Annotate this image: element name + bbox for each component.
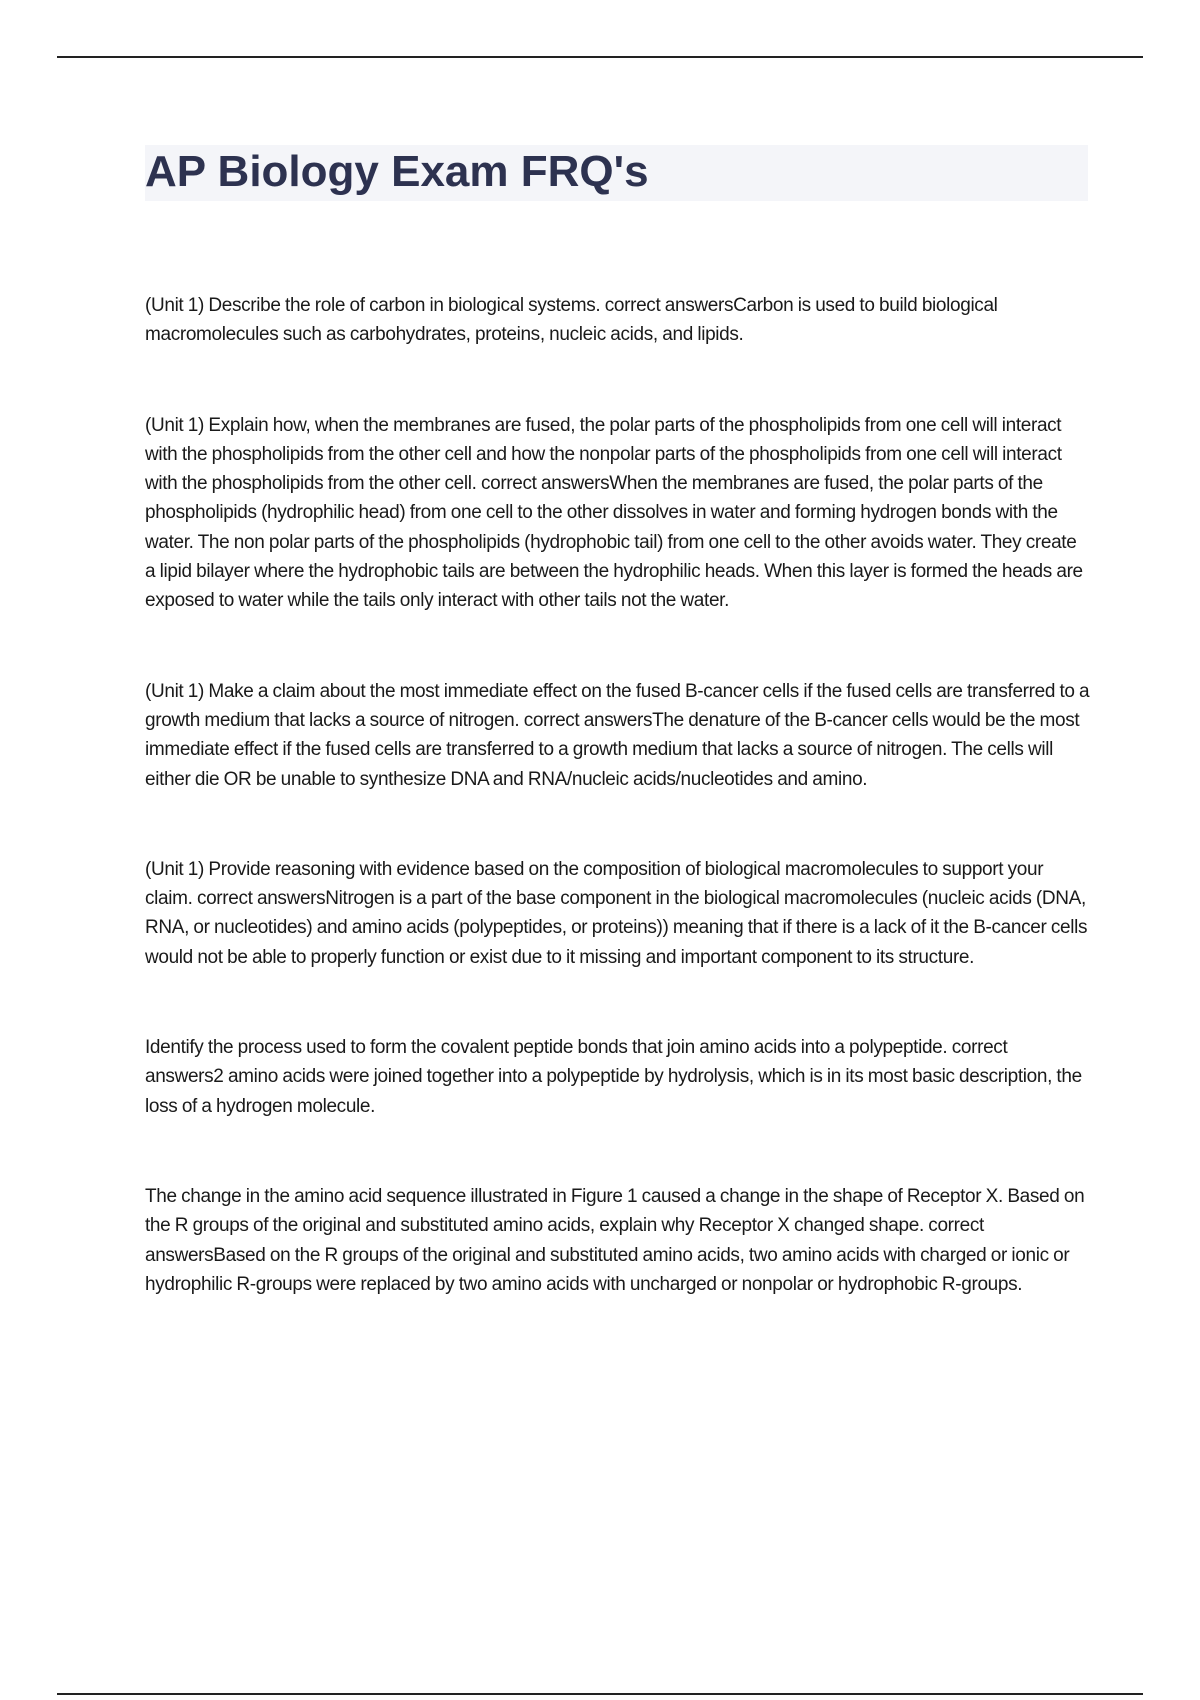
top-rule	[57, 56, 1143, 58]
qa-entry-6: The change in the amino acid sequence illustrated in Figure 1 caused a change in the shape of Receptor X. Based on the R groups of the original and substituted amino acids, explain why Receptor X changed shape. correct answersBased on the R groups of the original and substituted amino acids, two amino acids with charged or ionic or hydrophilic R-groups were replaced by two amino acids with uncharged or nonpolar or hydrophobic R-groups.	[145, 1185, 1085, 1295]
page-title: AP Biology Exam FRQ's	[145, 147, 649, 196]
qa-entry-1: (Unit 1) Describe the role of carbon in biological systems. correct answersCarbon is used to build biological macromolecules such as carbohydrates, proteins, nucleic acids, and lipids.	[145, 295, 998, 346]
qa-entry-5: Identify the process used to form the covalent peptide bonds that join amino acids into a polypeptide. correct answers2 amino acids were joined together into a polypeptide by hydrolysis, which is in its most basic description, the loss of a hydrogen molecule.	[145, 1037, 1082, 1117]
qa-list	[145, 291, 1090, 1299]
bottom-rule	[57, 1693, 1143, 1695]
qa-entry-2: (Unit 1) Explain how, when the membranes are fused, the polar parts of the phospholipids from one cell will interact with the phospholipids from the other cell and how the nonpolar parts of the phospholipids from one cell will interact with the phospholipids from the other cell. correct answersWhen the membranes are fused, the polar parts of the phospholipids (hydrophilic head) from one cell to the other dissolves in water and forming hydrogen bonds with the water. The non polar parts of the phospholipids (hydrophobic tail) from one cell to the other avoids water. They create a lipid bilayer where the hydrophobic tails are between the hydrophilic heads. When this layer is formed the heads are exposed to water while the tails only interact with other tails not the water.	[145, 414, 1083, 612]
qa-entry-4: (Unit 1) Provide reasoning with evidence based on the composition of biological macromolecules to support your claim. correct answersNitrogen is a part of the base component in the biological macromolecules (nucleic acids (DNA, RNA, or nucleotides) and amino acids (polypeptides, or proteins)) meaning that if there is a lack of it the B-cancer cells would not be able to properly function or exist due to it missing and important component to its structure.	[145, 858, 1088, 968]
qa-entry-3: (Unit 1) Make a claim about the most immediate effect on the fused B-cancer cells if the fused cells are transferred to a growth medium that lacks a source of nitrogen. correct answersThe denature of the B-cancer cells would be the most immediate effect if the fused cells are transferred to a growth medium that lacks a source of nitrogen. The cells will either die OR be unable to synthesize DNA and RNA/nucleic acids/nucleotides and amino.	[145, 680, 1090, 790]
